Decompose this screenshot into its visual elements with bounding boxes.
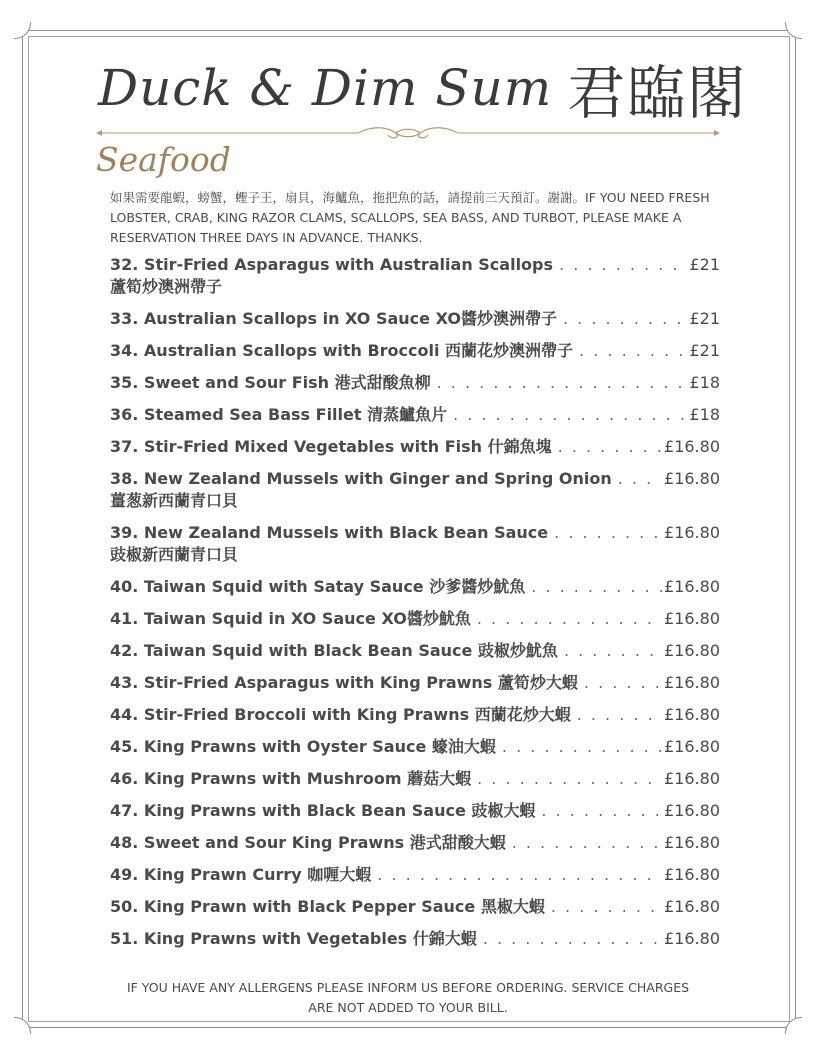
- menu-item: [110, 254, 720, 298]
- menu-item: [110, 928, 720, 950]
- menu-item-row: [110, 522, 720, 544]
- menu-item-price: £18: [689, 373, 720, 392]
- menu-item: [110, 736, 720, 758]
- menu-item-price: £21: [689, 309, 720, 328]
- dot-leader: [453, 404, 687, 426]
- menu-item: [110, 768, 720, 790]
- menu-item-price: £16.80: [664, 769, 720, 788]
- menu-item-name: 45. King Prawns with Oyster Sauce 蠔油大蝦: [110, 737, 496, 756]
- menu-item-price: £16.80: [664, 641, 720, 660]
- menu-item: [110, 340, 720, 362]
- menu-item-row: [110, 308, 720, 330]
- dot-leader: [483, 928, 662, 950]
- menu-item-price: £16.80: [664, 897, 720, 916]
- menu-item-name: 51. King Prawns with Vegetables 什錦大蝦: [110, 929, 477, 948]
- menu-item-price: £16.80: [664, 737, 720, 756]
- dot-leader: [477, 608, 662, 630]
- menu-item-name: 40. Taiwan Squid with Satay Sauce 沙爹醬炒魷魚: [110, 577, 526, 596]
- menu-item-row: [110, 768, 720, 790]
- menu-item-name: 38. New Zealand Mussels with Ginger and Spring Onion: [110, 469, 612, 488]
- menu-item: [110, 800, 720, 822]
- menu-item: [110, 672, 720, 694]
- menu-item-chinese-name: 蘆筍炒澳洲帶子: [110, 277, 223, 296]
- menu-item-name: 42. Taiwan Squid with Black Bean Sauce 豉椒炒魷魚: [110, 641, 558, 660]
- menu-item: [110, 468, 720, 512]
- dot-leader: [502, 736, 662, 758]
- menu-item-row: [110, 576, 720, 598]
- menu-item-row: [110, 704, 720, 726]
- menu-item-name: 50. King Prawn with Black Pepper Sauce 黑椒大蝦: [110, 897, 545, 916]
- menu-item-row: [110, 372, 720, 394]
- menu-item: [110, 308, 720, 330]
- reservation-notice: 如果需要龍蝦，螃蟹，蟶子王，扇貝，海鱸魚，拖把魚的話，請提前三天預訂。謝謝。IF YOU NEED FRESH LOBSTER, CRAB, KING RAZOR CLAMS, SCALLOPS, SEA BASS, AND TURBOT, PLEASE MAKE A RESERVATION THREE DAYS IN ADVANCE. THANKS.: [110, 190, 710, 245]
- dot-leader: [577, 704, 662, 726]
- menu-item-name: 49. King Prawn Curry 咖喱大蝦: [110, 865, 372, 884]
- dot-leader: [563, 308, 687, 330]
- menu-item: [110, 522, 720, 566]
- menu-item-name: 33. Australian Scallops in XO Sauce XO醬炒澳洲帶子: [110, 309, 557, 328]
- restaurant-name-en: Duck & Dim Sum: [98, 59, 553, 117]
- menu-item: [110, 704, 720, 726]
- menu-item-name: 32. Stir-Fried Asparagus with Australian Scallops: [110, 255, 554, 274]
- menu-item-chinese-name: 薑葱新西蘭青口貝: [110, 491, 239, 510]
- menu-item-price: £16.80: [664, 609, 720, 628]
- menu-item: [110, 404, 720, 426]
- menu-item-price: £16.80: [664, 929, 720, 948]
- menu-item-name: 47. King Prawns with Black Bean Sauce 豉椒大蝦: [110, 801, 536, 820]
- dot-leader: [558, 436, 662, 458]
- menu-item-row: [110, 864, 720, 886]
- menu-item-row: [110, 640, 720, 662]
- dot-leader: [541, 800, 662, 822]
- dot-leader: [477, 768, 662, 790]
- menu-item-name: 41. Taiwan Squid in XO Sauce XO醬炒魷魚: [110, 609, 471, 628]
- menu-item-price: £16.80: [664, 469, 720, 488]
- menu-item-price: £16.80: [664, 705, 720, 724]
- menu-item-price: £16.80: [664, 577, 720, 596]
- menu-item-price: £16.80: [664, 673, 720, 692]
- menu-item: [110, 832, 720, 854]
- menu-item-name: 44. Stir-Fried Broccoli with King Prawns 西蘭花炒大蝦: [110, 705, 571, 724]
- menu-item-row: [110, 896, 720, 918]
- menu-item-row: [110, 340, 720, 362]
- menu-item-row: [110, 672, 720, 694]
- menu-item: [110, 576, 720, 598]
- menu-item: [110, 896, 720, 918]
- menu-item-row: [110, 832, 720, 854]
- dot-leader: [584, 672, 662, 694]
- dot-leader: [377, 864, 662, 886]
- dot-leader: [618, 468, 662, 490]
- menu-item-name: 43. Stir-Fried Asparagus with King Prawns 蘆筍炒大蝦: [110, 673, 578, 692]
- menu-item: [110, 608, 720, 630]
- dot-leader: [531, 576, 662, 598]
- menu-item: [110, 640, 720, 662]
- dot-leader: [551, 896, 662, 918]
- menu-item-price: £21: [689, 341, 720, 360]
- menu-item-price: £16.80: [664, 801, 720, 820]
- menu-item-row: [110, 800, 720, 822]
- menu-item-price: £21: [689, 255, 720, 274]
- menu-item-name: 35. Sweet and Sour Fish 港式甜酸魚柳: [110, 373, 431, 392]
- menu-item-name: 34. Australian Scallops with Broccoli 西蘭花炒澳洲帶子: [110, 341, 574, 360]
- menu-header: [98, 46, 747, 126]
- menu-item-price: £16.80: [664, 833, 720, 852]
- menu-item-price: £16.80: [664, 523, 720, 542]
- allergen-footer: IF YOU HAVE ANY ALLERGENS PLEASE INFORM US BEFORE ORDERING. SERVICE CHARGES ARE NOT ADDED TO YOUR BILL.: [126, 980, 690, 1015]
- menu-item-row: [110, 608, 720, 630]
- menu-item-name: 36. Steamed Sea Bass Fillet 清蒸鱸魚片: [110, 405, 448, 424]
- menu-item-name: 48. Sweet and Sour King Prawns 港式甜酸大蝦: [110, 833, 506, 852]
- dot-leader: [579, 340, 687, 362]
- menu-item-row: [110, 254, 720, 276]
- menu-item-name: 39. New Zealand Mussels with Black Bean Sauce: [110, 523, 549, 542]
- menu-item-price: £16.80: [664, 865, 720, 884]
- menu-item-row: [110, 436, 720, 458]
- dot-leader: [512, 832, 662, 854]
- menu-item-row: [110, 928, 720, 950]
- menu-item-row: [110, 736, 720, 758]
- menu-item-name: 37. Stir-Fried Mixed Vegetables with Fish 什錦魚塊: [110, 437, 552, 456]
- section-title: Seafood: [96, 140, 231, 179]
- menu-item-price: £16.80: [664, 437, 720, 456]
- menu-items-list: [110, 254, 720, 960]
- menu-item: [110, 372, 720, 394]
- menu-item: [110, 864, 720, 886]
- dot-leader: [554, 522, 662, 544]
- restaurant-name-zh: 君臨閣: [567, 59, 748, 127]
- menu-item: [110, 436, 720, 458]
- dot-leader: [437, 372, 688, 394]
- menu-item-price: £18: [689, 405, 720, 424]
- menu-item-chinese-name: 豉椒新西蘭青口貝: [110, 545, 239, 564]
- dot-leader: [564, 640, 662, 662]
- menu-item-row: [110, 404, 720, 426]
- menu-item-name: 46. King Prawns with Mushroom 蘑菇大蝦: [110, 769, 472, 788]
- dot-leader: [559, 254, 687, 276]
- menu-item-row: [110, 468, 720, 490]
